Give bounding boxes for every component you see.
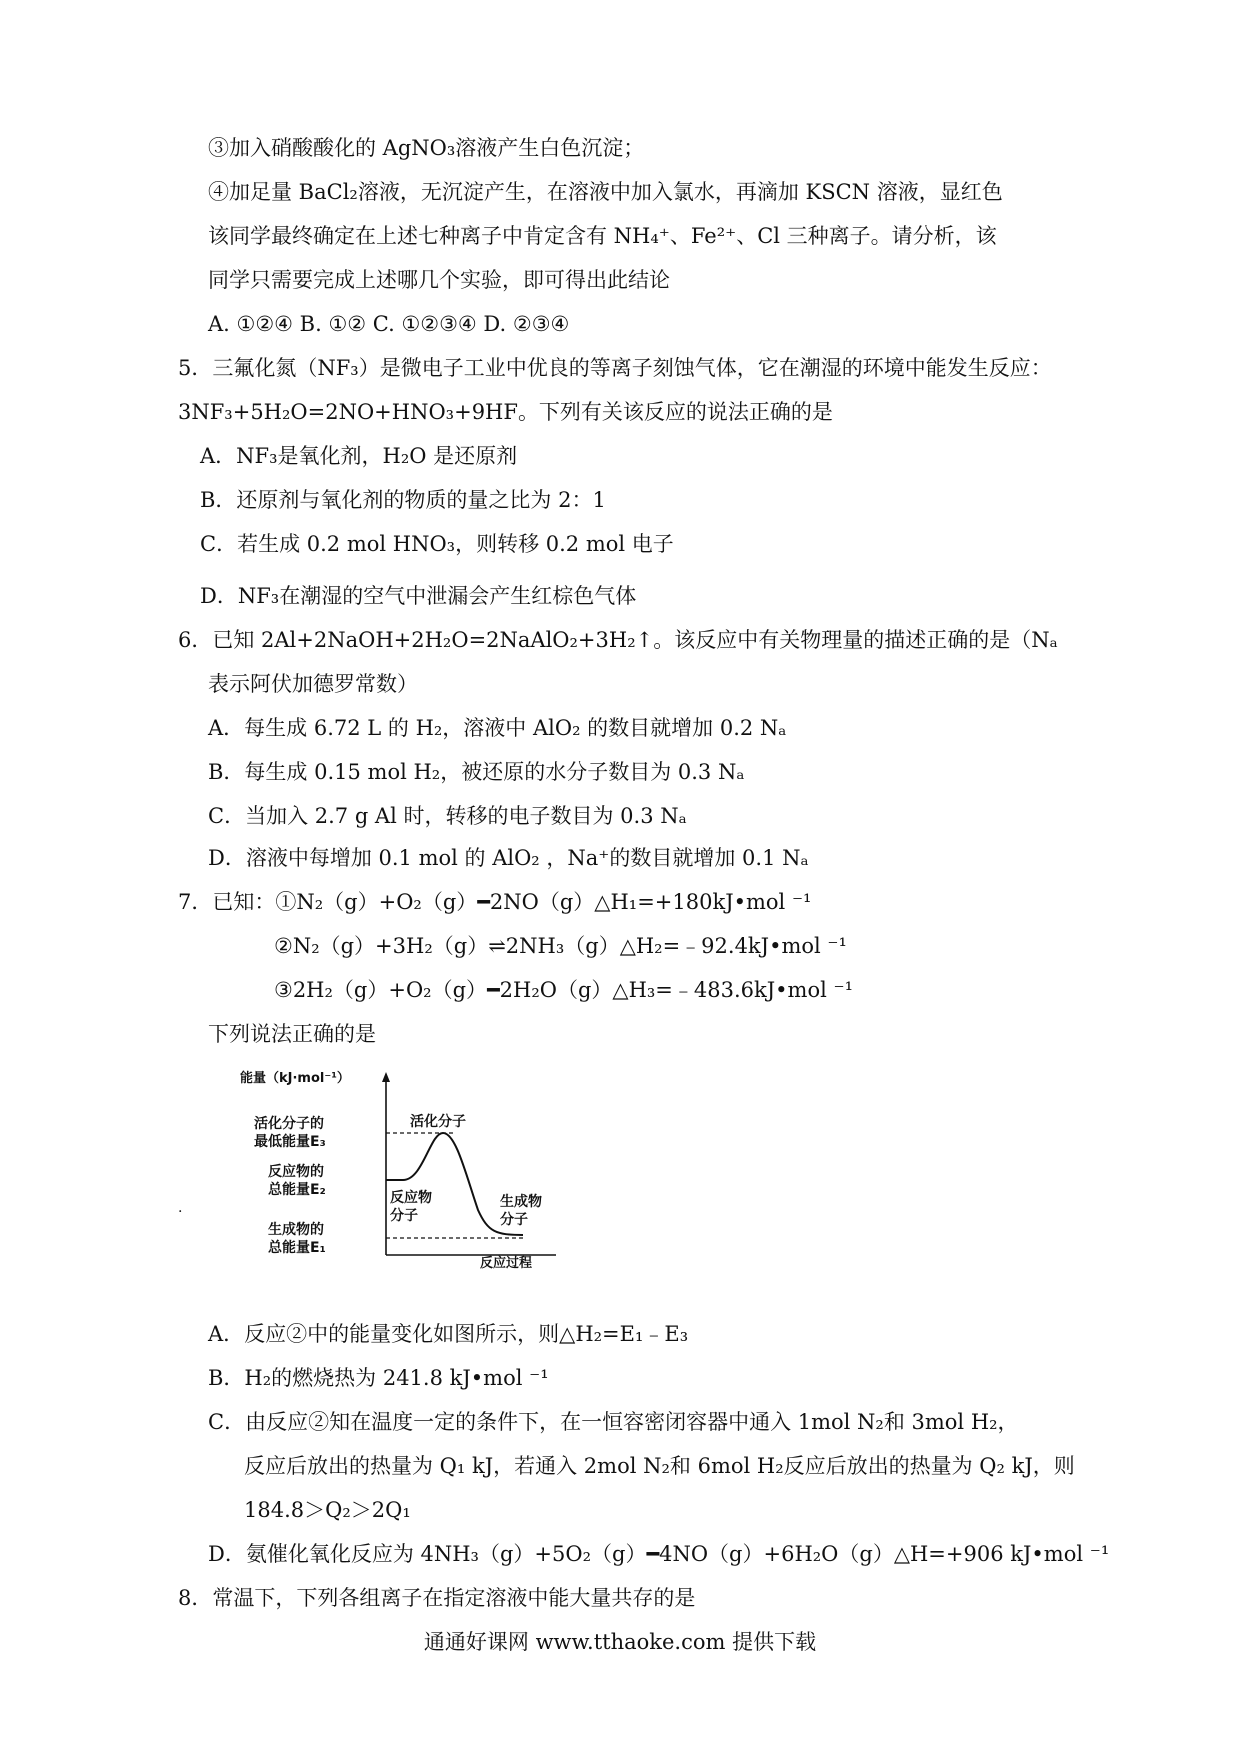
text-line-l04: 同学只需要完成上述哪几个实验，即可得出此结论 [208,268,670,292]
text-line-l11: D．NF₃在潮湿的空气中泄漏会产生红棕色气体 [200,584,637,608]
level-e3-label-2: 最低能量E₃ [254,1134,326,1150]
level-e2-label-1: 反应物的 [268,1164,324,1180]
text-line-l02: ④加足量 BaCl₂溶液，无沉淀产生，在溶液中加入氯水，再滴加 KSCN 溶液，显红色 [208,180,1003,204]
text-line-l20: ③2H₂（g）+O₂（g）━2H₂O（g）△H₃=﹣483.6kJ•mol ⁻¹ [274,978,854,1002]
text-line-l07: 3NF₃+5H₂O=2NO+HNO₃+9HF。下列有关该反应的说法正确的是 [178,400,833,424]
text-line-l24: C．由反应②知在温度一定的条件下，在一恒容密闭容器中通入 1mol N₂和 3mol H₂， [208,1410,1019,1434]
text-line-l18: 7．已知：①N₂（g）+O₂（g）━2NO（g）△H₁=+180kJ•mol ⁻¹ [178,890,812,914]
text-line-l06: 5．三氟化氮（NF₃）是微电子工业中优良的等离子刻蚀气体，它在潮湿的环境中能发生反应： [178,356,1052,380]
text-line-l15: B．每生成 0.15 mol H₂，被还原的水分子数目为 0.3 Nₐ [208,760,745,784]
reactant-label-2: 分子 [390,1208,418,1224]
text-line-l10: C．若生成 0.2 mol HNO₃，则转移 0.2 mol 电子 [200,532,674,556]
level-e1-label-1: 生成物的 [268,1222,324,1238]
x-axis-label: 反应过程 [480,1256,533,1270]
level-e3-label-1: 活化分子的 [254,1116,324,1132]
text-line-l17: D．溶液中每增加 0.1 mol 的 AlO₂ ，Na⁺的数目就增加 0.1 Nₐ [208,846,809,870]
text-line-l09: B．还原剂与氧化剂的物质的量之比为 2：1 [200,488,606,512]
text-line-l01: ③加入硝酸酸化的 AgNO₃溶液产生白色沉淀； [208,136,645,160]
text-line-l23: B．H₂的燃烧热为 241.8 kJ•mol ⁻¹ [208,1366,549,1390]
level-e1-label-2: 总能量E₁ [268,1240,326,1256]
y-axis-arrow [382,1072,390,1082]
text-line-l14: A．每生成 6.72 L 的 H₂，溶液中 AlO₂ 的数目就增加 0.2 Nₐ [208,716,787,740]
text-line-l12: 6．已知 2Al+2NaOH+2H₂O=2NaAlO₂+3H₂↑。该反应中有关物理量的描述正确的是（Nₐ [178,628,1058,652]
energy-profile-diagram [238,1060,568,1270]
text-line-l22: A．反应②中的能量变化如图所示，则△H₂=E₁﹣E₃ [208,1322,689,1346]
text-line-l03: 该同学最终确定在上述七种离子中肯定含有 NH₄⁺、Fe²⁺、Cl 三种离子。请分析，该 [208,224,997,248]
text-line-l19: ②N₂（g）+3H₂（g）⇌2NH₃（g）△H₂=﹣92.4kJ•mol ⁻¹ [274,934,847,958]
text-line-l05: A. ①②④ B. ①② C. ①②③④ D. ②③④ [208,312,570,336]
text-line-l13: 表示阿伏加德罗常数） [208,672,418,696]
text-line-l25: 反应后放出的热量为 Q₁ kJ，若通入 2mol N₂和 6mol H₂反应后放出的热量为 Q₂ kJ，则 [244,1454,1075,1478]
reactant-label-1: 反应物 [390,1190,432,1206]
product-label-2: 分子 [500,1212,528,1228]
text-line-l21: 下列说法正确的是 [208,1022,376,1046]
text-line-l08: A．NF₃是氧化剂，H₂O 是还原剂 [200,444,518,468]
text-line-l28: 8．常温下，下列各组离子在指定溶液中能大量共存的是 [178,1586,696,1610]
peak-label: 活化分子 [410,1114,466,1130]
stray-dot: . [178,1200,183,1216]
level-e2-label-2: 总能量E₂ [268,1182,326,1198]
product-label-1: 生成物 [500,1194,542,1210]
text-line-l26: 184.8＞Q₂＞2Q₁ [244,1498,411,1522]
text-line-l27: D．氨催化氧化反应为 4NH₃（g）+5O₂（g）━4NO（g）+6H₂O（g）△H=+906 kJ•mol ⁻¹ [208,1542,1110,1566]
text-line-l16: C．当加入 2.7 g Al 时，转移的电子数目为 0.3 Nₐ [208,804,687,828]
footer-source: 通通好课网 www.tthaoke.com 提供下载 [423,1630,817,1654]
y-axis-label: 能量（kJ·mol⁻¹） [240,1071,350,1086]
